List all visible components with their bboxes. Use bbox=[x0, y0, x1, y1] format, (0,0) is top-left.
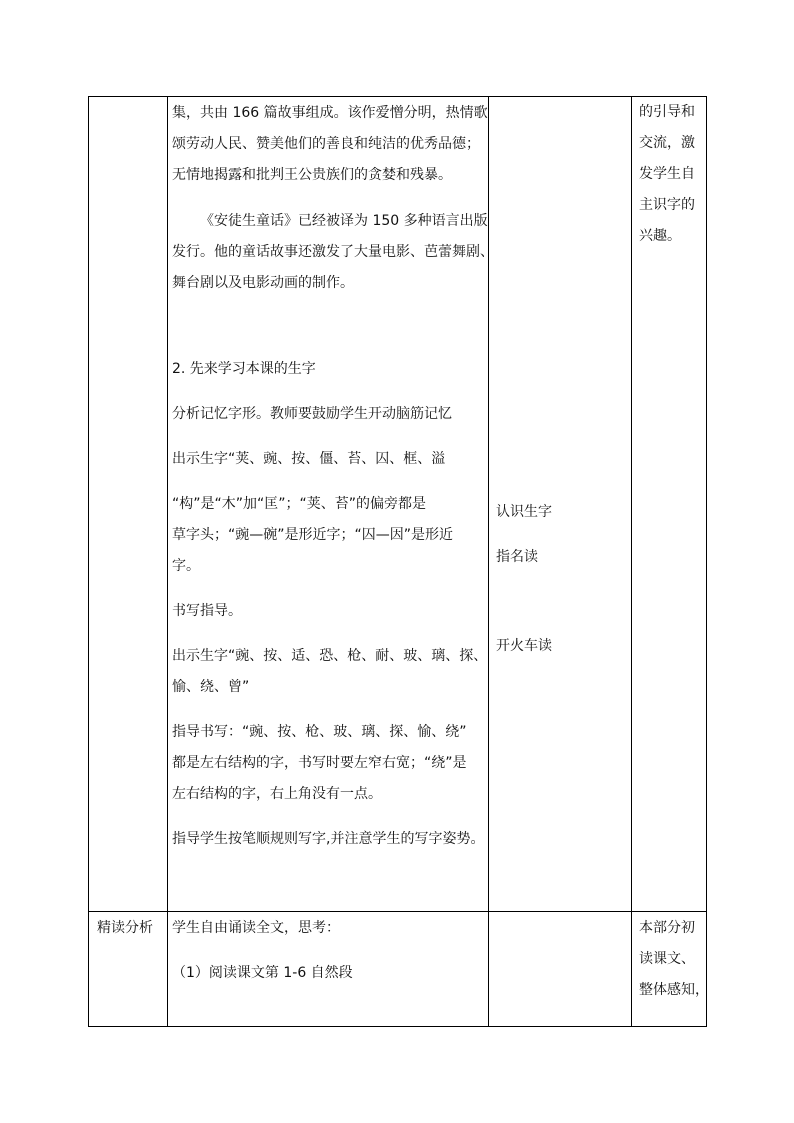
table-left-border bbox=[88, 96, 89, 1027]
content-read-paragraphs: （1）阅读课文第 1-6 自然段 bbox=[172, 965, 353, 981]
design-intent-row2: 本部分初 读课文、 整体感知， bbox=[639, 920, 709, 998]
content-show-words-1: 出示生字“荚、豌、按、僵、苔、囚、框、溢 bbox=[172, 451, 446, 467]
student-activity-recognize: 认识生字 bbox=[496, 504, 552, 520]
content-free-reading: 学生自由诵读全文，思考： bbox=[172, 920, 340, 936]
design-intent-row1: 的引导和 交流，激 发学生自 主识字的 兴趣。 bbox=[639, 104, 695, 244]
table-col-divider-3 bbox=[631, 96, 632, 1027]
content-paragraph-1: 集，共由 166 篇故事组成。该作爱憎分明，热情歌 颂劳动人民、赞美他们的善良和纯洁的优秀品德； 无情地揭露和批判王公贵族们的贪婪和残暴。 bbox=[172, 105, 488, 183]
content-stroke-order: 指导学生按笔顺规则写字,并注意学生的写字姿势。 bbox=[172, 831, 485, 847]
content-writing-guide: 书写指导。 bbox=[172, 603, 242, 619]
table-right-border bbox=[706, 96, 707, 1027]
student-activity-read: 指名读 bbox=[496, 549, 538, 565]
content-paragraph-2: 《安徒生童话》已经被译为 150 多种语言出版 发行。他的童话故事还激发了大量电影、芭蕾舞剧、 舞台剧以及电影动画的制作。 bbox=[172, 213, 494, 291]
table-top-border bbox=[88, 96, 707, 97]
content-analyze-shapes: 分析记忆字形。教师要鼓励学生开动脑筋记忆 bbox=[172, 406, 452, 422]
table-bottom-border bbox=[88, 1026, 707, 1027]
table-col-divider-1 bbox=[167, 96, 168, 1027]
student-activity-train-read: 开火车读 bbox=[496, 638, 552, 654]
content-show-words-2: 出示生字“豌、按、适、恐、枪、耐、玻、璃、探、 愉、绕、曾” bbox=[172, 648, 488, 695]
table-row-divider bbox=[88, 911, 707, 912]
content-radical-notes: “构”是“木”加“匡”；“荚、苔”的偏旁都是 草字头；“豌—碗”是形近字；“囚—因”是形近 字。 bbox=[172, 496, 454, 574]
content-writing-instructions: 指导书写：“豌、按、枪、玻、璃、探、愉、绕” 都是左右结构的字，书写时要左窄右宽；“绕”是 左右结构的字，右上角没有一点。 bbox=[172, 724, 467, 802]
section-label-intensive-reading: 精读分析 bbox=[97, 920, 153, 936]
content-heading-learn-words: 2. 先来学习本课的生字 bbox=[172, 361, 316, 377]
